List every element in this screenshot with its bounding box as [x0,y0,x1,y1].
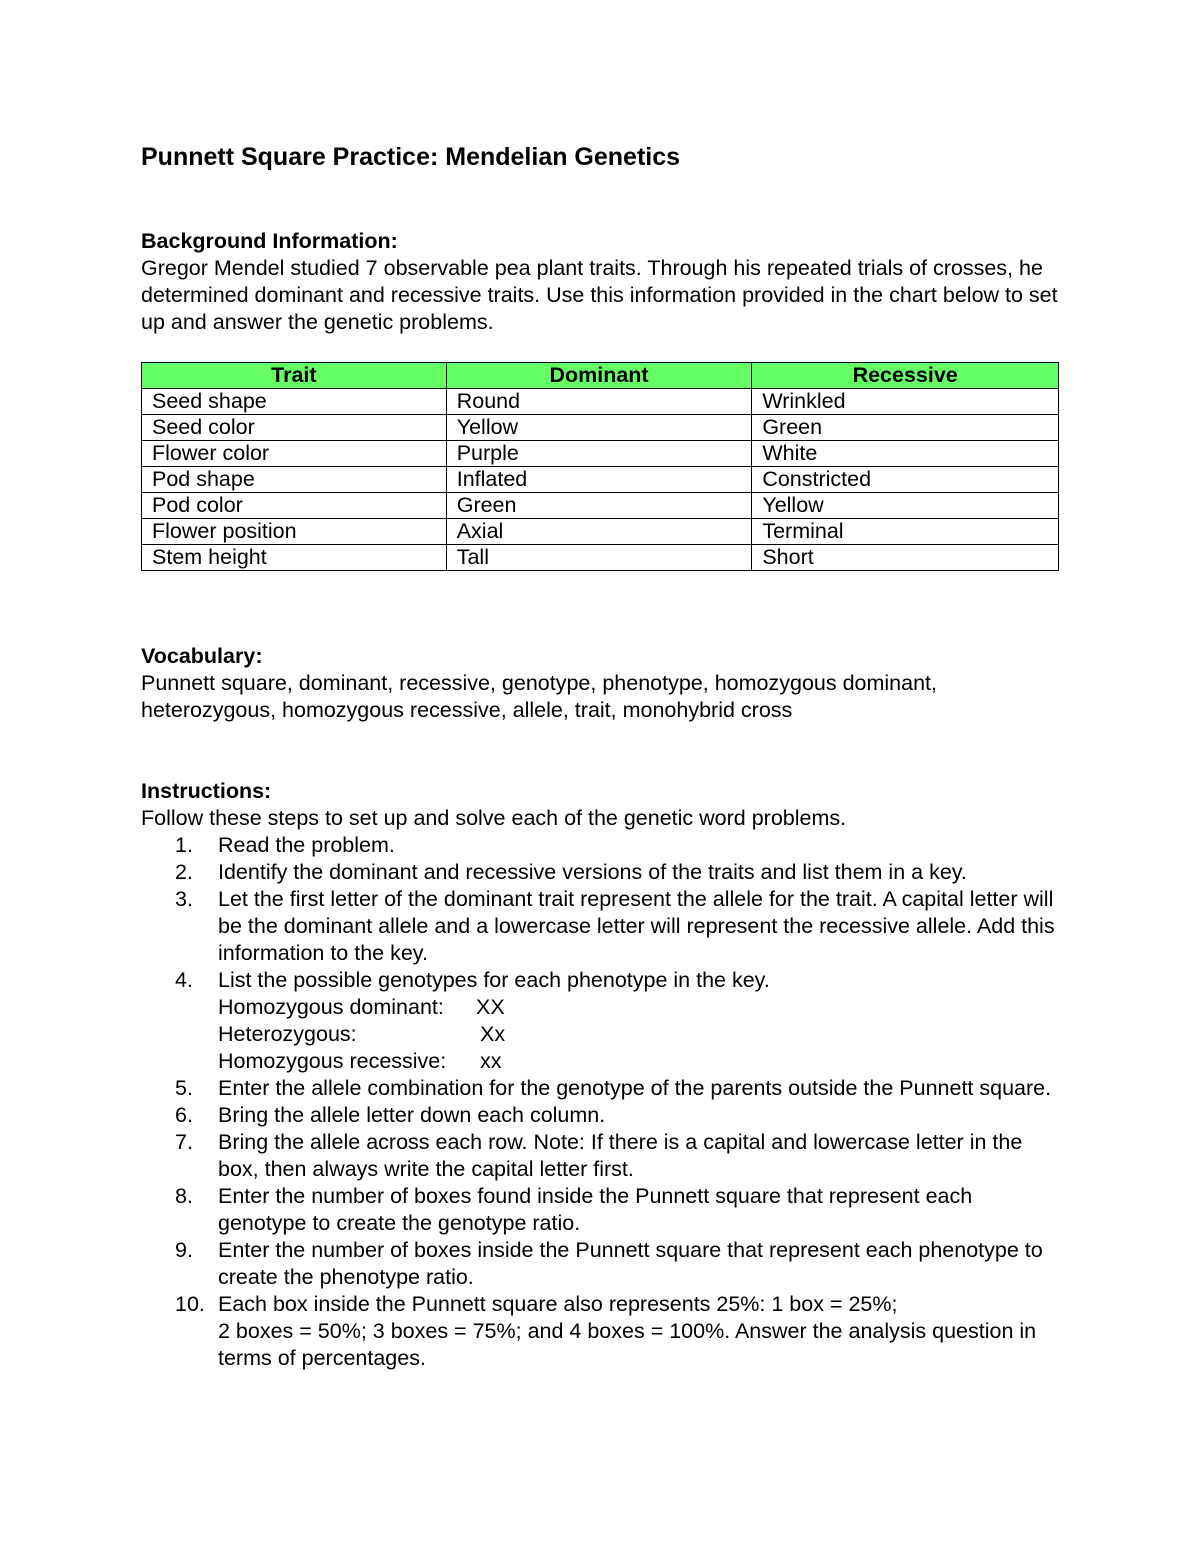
list-item [141,1129,1061,1183]
dominant-cell: Tall [446,545,752,571]
instructions-intro: Follow these steps to set up and solve each of the genetic word problems. [141,806,847,830]
genotype-line [218,1021,1061,1048]
list-item [141,886,1061,967]
trait-cell: Pod color [142,493,447,519]
list-item [141,1291,1061,1372]
step-number: 8. [175,1184,193,1208]
vocabulary-text: Punnett square, dominant, recessive, genotype, phenotype, homozygous dominant, heterozygous, homozygous recessive, allele, trait, monohybrid cross [141,671,938,722]
genotype-label: Homozygous dominant: [218,995,444,1019]
step-text: Enter the number of boxes found inside the Punnett square that represent each genotype to create the genotype ratio. [218,1184,973,1235]
dominant-cell: Green [446,493,752,519]
list-item [141,1075,1061,1102]
instructions-heading: Instructions: [141,779,272,803]
step-number: 5. [175,1076,193,1100]
recessive-cell: Wrinkled [752,389,1059,415]
table-header-recessive: Recessive [752,363,1059,389]
table-row [142,389,1059,415]
dominant-cell: Axial [446,519,752,545]
trait-cell: Stem height [142,545,447,571]
background-heading: Background Information: [141,229,398,253]
step-number: 3. [175,887,193,911]
table-row [142,441,1059,467]
genotype-line [218,1048,1061,1075]
vocabulary-heading: Vocabulary: [141,644,263,668]
genotype-value: XX [476,995,505,1019]
list-item [141,1102,1061,1129]
instructions-section [141,778,1061,1372]
trait-cell: Pod shape [142,467,447,493]
step-number: 9. [175,1238,193,1262]
recessive-cell: Yellow [752,493,1059,519]
dominant-cell: Inflated [446,467,752,493]
list-item [141,1237,1061,1291]
genotype-value: xx [480,1049,502,1073]
vocabulary-section [141,643,1061,724]
genotype-label: Heterozygous: [218,1022,357,1046]
table-row [142,519,1059,545]
traits-table [141,362,1059,571]
trait-cell: Seed color [142,415,447,441]
recessive-cell: Constricted [752,467,1059,493]
list-item [141,859,1061,886]
step-number: 10. [175,1292,205,1316]
step-text: Bring the allele letter down each column. [218,1103,606,1127]
step-number: 2. [175,860,193,884]
dominant-cell: Yellow [446,415,752,441]
step-text: Enter the allele combination for the genotype of the parents outside the Punnett square. [218,1076,1052,1100]
background-section [141,228,1061,336]
step-text: Bring the allele across each row. Note: If there is a capital and lowercase letter in the box, then always write the capital letter first. [218,1130,1023,1181]
genotype-value: Xx [480,1022,506,1046]
genotype-line [218,994,1061,1021]
step-text: Each box inside the Punnett square also represents 25%: 1 box = 25%; [218,1292,898,1316]
step-number: 6. [175,1103,193,1127]
dominant-cell: Round [446,389,752,415]
recessive-cell: Green [752,415,1059,441]
table-header-row [142,363,1059,389]
step-number: 7. [175,1130,193,1154]
step-text: Read the problem. [218,833,395,857]
step-text: Identify the dominant and recessive versions of the traits and list them in a key. [218,860,967,884]
trait-cell: Flower color [142,441,447,467]
list-item [141,1183,1061,1237]
step-number: 4. [175,968,193,992]
table-header-trait: Trait [142,363,447,389]
background-text: Gregor Mendel studied 7 observable pea plant traits. Through his repeated trials of crosses, he determined dominant and recessive traits. Use this information provided in the chart below to set up and answer the genetic problems. [141,256,1058,334]
table-header-dominant: Dominant [446,363,752,389]
page-title: Punnett Square Practice: Mendelian Genetics [141,143,681,171]
step-number: 1. [175,833,193,857]
step-text-continued: 2 boxes = 50%; 3 boxes = 75%; and 4 boxes = 100%. Answer the analysis question in terms of percentages. [218,1319,1037,1370]
table-row [142,467,1059,493]
recessive-cell: Short [752,545,1059,571]
step-text: Let the first letter of the dominant trait represent the allele for the trait. A capital letter will be the dominant allele and a lowercase letter will represent the recessive allele. Add this information to the key. [218,887,1055,965]
recessive-cell: White [752,441,1059,467]
list-item [141,832,1061,859]
table-row [142,415,1059,441]
dominant-cell: Purple [446,441,752,467]
recessive-cell: Terminal [752,519,1059,545]
instructions-list [141,832,1061,1372]
list-item [141,967,1061,1075]
trait-cell: Seed shape [142,389,447,415]
genotype-label: Homozygous recessive: [218,1049,447,1073]
table-row [142,493,1059,519]
step-text: Enter the number of boxes inside the Punnett square that represent each phenotype to create the phenotype ratio. [218,1238,1043,1289]
step-text: List the possible genotypes for each phenotype in the key. [218,968,770,992]
trait-cell: Flower position [142,519,447,545]
table-row [142,545,1059,571]
